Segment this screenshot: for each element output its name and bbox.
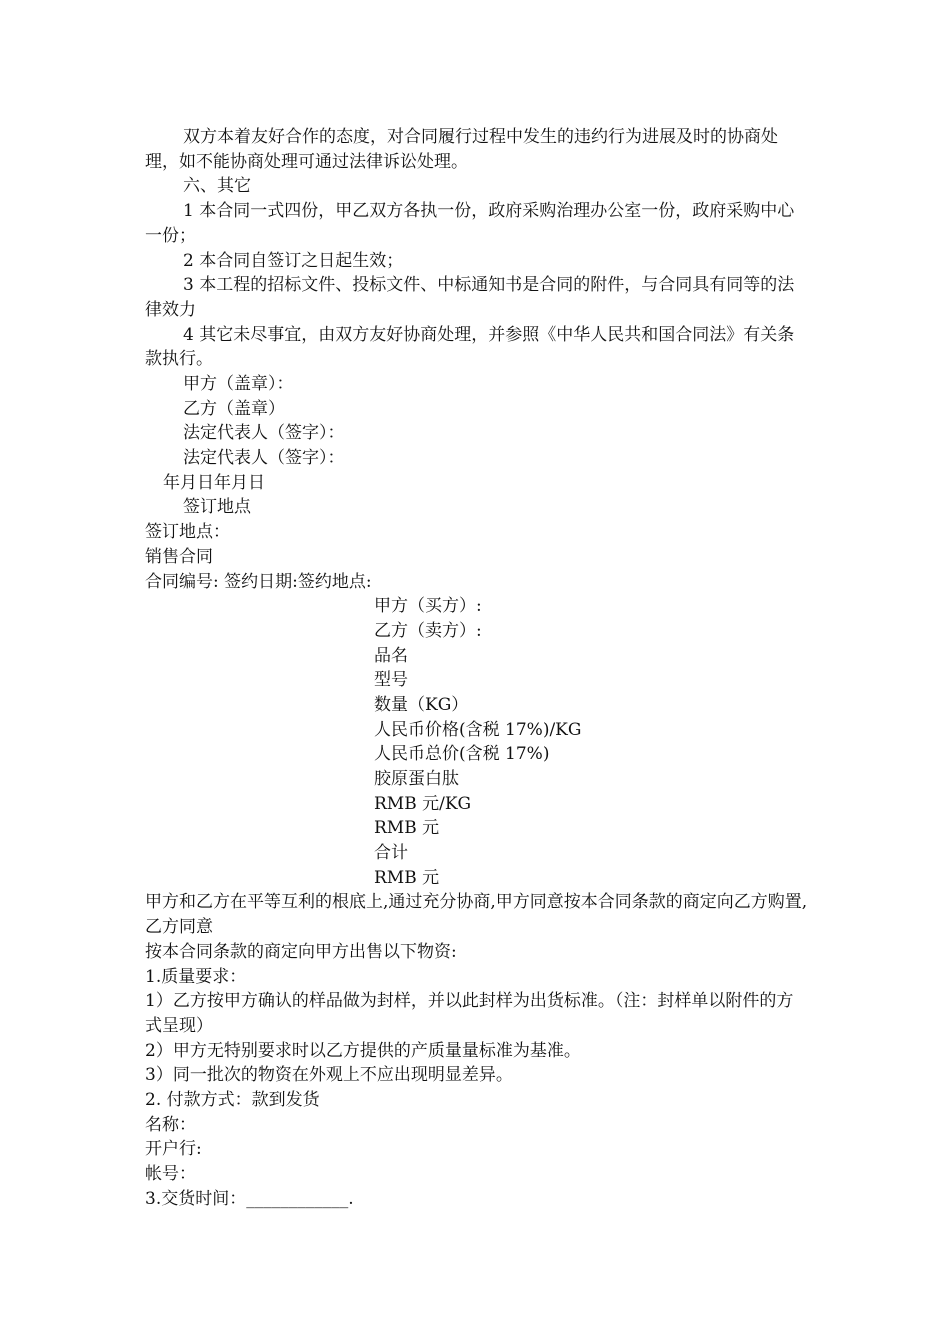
- account-name: 名称：: [145, 1114, 196, 1135]
- field-quantity: 数量（KG）: [374, 694, 469, 715]
- field-product-name: 品名: [374, 645, 408, 666]
- document-body: [145, 125, 810, 1211]
- party-a-seal: 甲方（盖章）：: [183, 374, 294, 394]
- paragraph-dispute: 双方本着友好合作的态度，对合同履行过程中发生的违约行为进展及时的协商处理，如不能协商处理可通过法律诉讼处理。: [145, 127, 778, 172]
- field-sum: 合计: [374, 843, 408, 864]
- field-total-price: 人民币总价(含税 17%): [374, 744, 550, 765]
- buyer-label: 甲方（买方）:: [374, 596, 482, 617]
- sum-value: RMB 元: [374, 867, 440, 888]
- total-price-value: RMB 元: [374, 818, 440, 839]
- quality-item-2: 2）甲方无特别要求时以乙方提供的产质量量标准为基准。: [145, 1040, 581, 1061]
- account-number: 帐号：: [145, 1164, 196, 1185]
- seller-label: 乙方（卖方）:: [374, 620, 482, 641]
- payment-method: 2. 付款方式：款到发货: [145, 1090, 320, 1110]
- date-line: 年月日年月日: [163, 472, 265, 493]
- delivery-time: 3.交货时间：____________.: [145, 1188, 354, 1209]
- section-heading-other: 六、其它: [183, 176, 251, 197]
- contract-title: 销售合同: [145, 546, 213, 567]
- product-collagen-peptide: 胶原蛋白肽: [374, 769, 459, 789]
- clause-3-attachments: 3 本工程的招标文件、投标文件、中标通知书是合同的附件，与合同具有同等的法律效力: [145, 275, 795, 320]
- quality-heading: 1.质量要求：: [145, 966, 247, 987]
- agreement-paragraph: 甲方和乙方在平等互利的根底上,通过充分协商,甲方同意按本合同条款的商定向乙方购置,乙方同意: [145, 892, 808, 938]
- clause-4-other-matters: 4 其它未尽事宜，由双方友好协商处理，并参照《中华人民共和国合同法》有关条款执行。: [145, 324, 795, 370]
- party-b-seal: 乙方（盖章）: [183, 398, 285, 419]
- signing-place-2: 签订地点：: [145, 522, 230, 543]
- bank-name: 开户行:: [145, 1139, 202, 1160]
- legal-rep-signature-a: 法定代表人（签字）：: [183, 423, 345, 444]
- clause-1-copies: 1 本合同一式四份，甲乙双方各执一份，政府采购治理办公室一份，政府采购中心一份；: [145, 201, 795, 246]
- legal-rep-signature-b: 法定代表人（签字）：: [183, 448, 345, 469]
- clause-2-effective: 2 本合同自签订之日起生效；: [183, 250, 404, 271]
- contract-meta: 合同编号: 签约日期:签约地点:: [145, 571, 372, 592]
- unit-price-value: RMB 元/KG: [374, 793, 472, 814]
- signing-place-1: 签订地点: [183, 497, 251, 518]
- field-unit-price: 人民币价格(含税 17%)/KG: [374, 719, 582, 740]
- field-model: 型号: [374, 670, 408, 691]
- agreement-continued: 按本合同条款的商定向甲方出售以下物资:: [145, 941, 457, 962]
- quality-item-3: 3）同一批次的物资在外观上不应出现明显差异。: [145, 1065, 513, 1086]
- quality-item-1: 1）乙方按甲方确认的样品做为封样，并以此封样为出货标准。（注：封样单以附件的方式呈现）: [145, 991, 794, 1036]
